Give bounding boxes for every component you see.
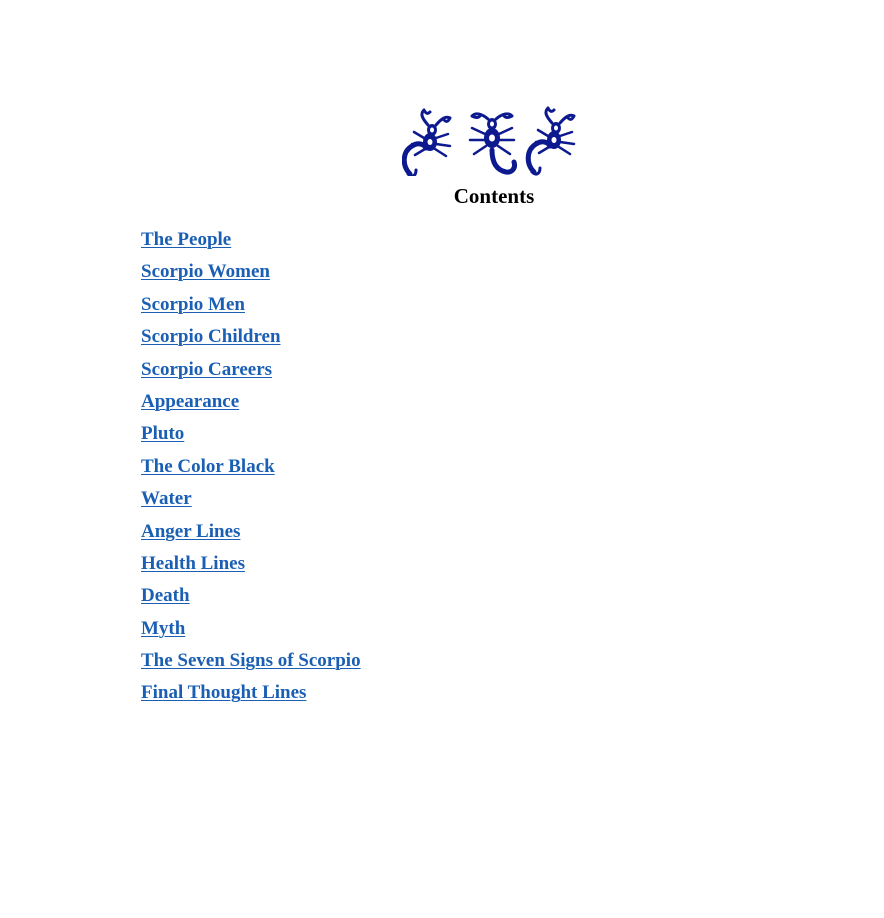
toc-link-the-people[interactable]: The People bbox=[141, 229, 232, 250]
list-item bbox=[141, 486, 361, 518]
toc-link-seven-signs[interactable]: The Seven Signs of Scorpio bbox=[141, 650, 361, 672]
list-item bbox=[141, 680, 361, 712]
list-item bbox=[141, 389, 361, 421]
toc-link-health-lines[interactable]: Health Lines bbox=[141, 552, 245, 574]
list-item bbox=[141, 454, 361, 486]
toc-link-anger-lines[interactable]: Anger Lines bbox=[141, 520, 241, 542]
toc-link-myth[interactable]: Myth bbox=[141, 617, 186, 639]
toc-link-death[interactable]: Death bbox=[141, 585, 190, 607]
toc-link-the-color-black[interactable]: The Color Black bbox=[141, 455, 275, 477]
toc-link-water[interactable]: Water bbox=[141, 488, 192, 510]
toc-link-scorpio-women[interactable]: Scorpio Women bbox=[141, 261, 270, 283]
scorpion-icon bbox=[470, 114, 515, 172]
list-item bbox=[141, 227, 361, 259]
toc-link-scorpio-careers[interactable]: Scorpio Careers bbox=[141, 358, 273, 380]
toc-link-scorpio-children[interactable]: Scorpio Children bbox=[141, 326, 281, 348]
list-item bbox=[141, 357, 361, 389]
toc-link-appearance[interactable]: Appearance bbox=[141, 390, 240, 412]
toc-link-final-thought-lines[interactable]: Final Thought Lines bbox=[141, 682, 307, 704]
toc-link-scorpio-men[interactable]: Scorpio Men bbox=[141, 293, 245, 315]
table-of-contents bbox=[141, 227, 361, 713]
toc-link-pluto[interactable]: Pluto bbox=[141, 423, 185, 445]
list-item bbox=[141, 551, 361, 583]
list-item bbox=[141, 648, 361, 680]
list-item bbox=[141, 324, 361, 356]
list-item bbox=[141, 292, 361, 324]
scorpion-ornament bbox=[402, 104, 586, 176]
scorpion-icon bbox=[404, 110, 450, 176]
list-item bbox=[141, 519, 361, 551]
page-title: Contents bbox=[453, 184, 535, 208]
list-item bbox=[141, 583, 361, 615]
scorpion-icon bbox=[528, 108, 574, 174]
list-item bbox=[141, 616, 361, 648]
list-item bbox=[141, 421, 361, 453]
list-item bbox=[141, 259, 361, 291]
